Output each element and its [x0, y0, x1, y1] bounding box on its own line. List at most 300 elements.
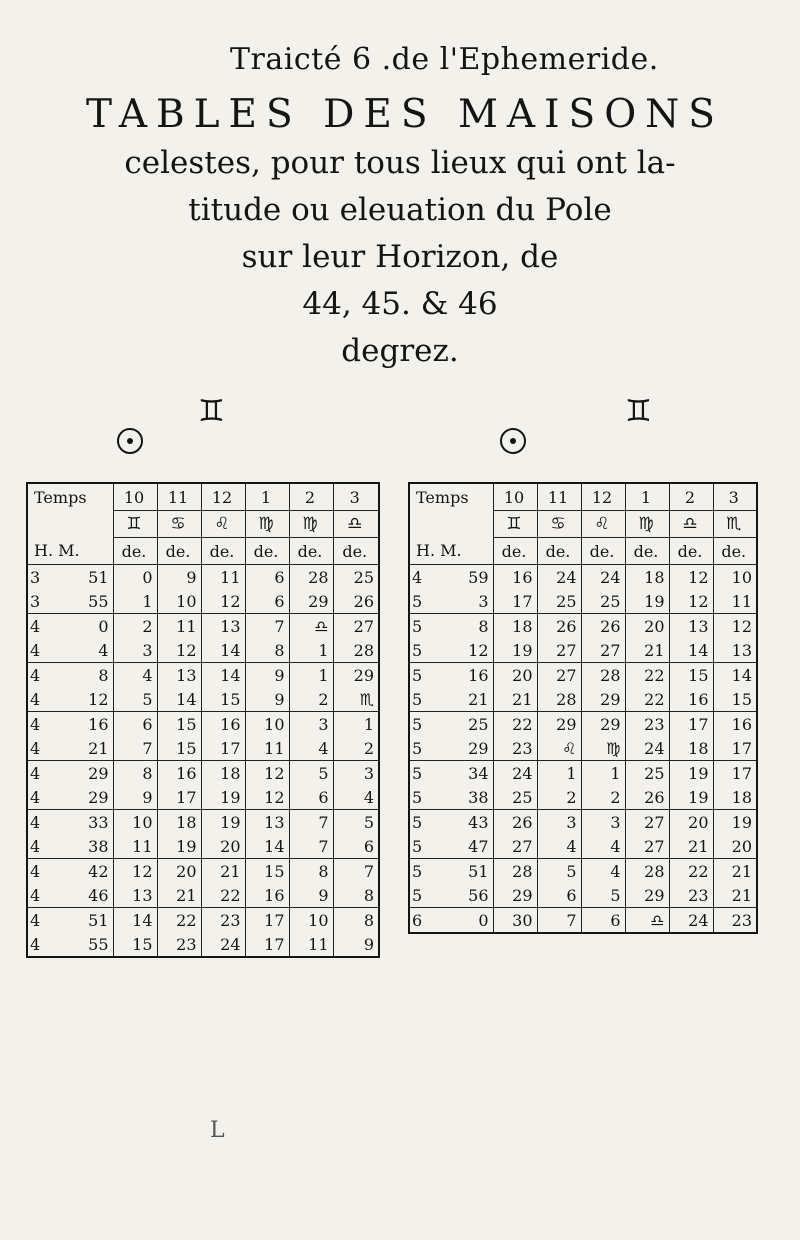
table-row: [409, 687, 757, 712]
degree-cell: 7: [537, 908, 581, 934]
degree-cell: 18: [625, 565, 669, 590]
table-row: [27, 736, 379, 761]
subtitle-line: 44, 45. & 46: [302, 286, 498, 322]
degree-cell: 2: [581, 785, 625, 810]
gemini-sign-heading: ♊: [625, 394, 652, 429]
degree-unit: de.: [157, 538, 201, 565]
degree-cell: 28: [581, 663, 625, 688]
degree-cell: 1: [289, 638, 333, 663]
degree-cell: 14: [669, 638, 713, 663]
degree-cell: 14: [157, 687, 201, 712]
degree-cell: 7: [245, 614, 289, 639]
minute-cell: 46: [88, 885, 109, 905]
hour-cell: 4: [30, 640, 41, 660]
minute-cell: 34: [443, 761, 493, 786]
hour-cell: 5: [412, 738, 423, 758]
degree-cell: 6: [581, 908, 625, 934]
degree-cell: 18: [201, 761, 245, 786]
degree-cell: 10: [289, 908, 333, 933]
degree-cell: 17: [157, 785, 201, 810]
degree-cell: 23: [201, 908, 245, 933]
degree-cell: 8: [289, 859, 333, 884]
degree-unit: de.: [333, 538, 379, 565]
hour-cell: 5: [409, 663, 443, 688]
degree-cell: 25: [333, 565, 379, 590]
table-row: [27, 908, 379, 933]
degree-cell: 13: [713, 638, 757, 663]
table-row: [27, 883, 379, 908]
degree-cell: 11: [713, 589, 757, 614]
house-number: 2: [289, 483, 333, 511]
header-row-units: [27, 538, 379, 565]
hour-cell: 4: [27, 614, 63, 639]
table-row: [27, 589, 379, 614]
minute-cell: 33: [63, 810, 113, 835]
degree-cell: 29: [537, 712, 581, 737]
hour-cell: 4: [27, 908, 63, 933]
degree-cell: 10: [245, 712, 289, 737]
table-row: [409, 883, 757, 908]
degree-cell: 3: [333, 761, 379, 786]
table-row: [409, 859, 757, 884]
degree-cell: 22: [625, 663, 669, 688]
degree-cell: 21: [493, 687, 537, 712]
degree-cell: 2: [333, 736, 379, 761]
degree-cell: 12: [713, 614, 757, 639]
subtitle-line: degrez.: [341, 333, 459, 369]
degree-cell: 24: [625, 736, 669, 761]
degree-cell: ♍: [581, 736, 625, 761]
subtitle-line: sur leur Horizon, de: [241, 239, 559, 275]
degree-cell: ♎: [625, 908, 669, 934]
zodiac-sign: ♏: [713, 511, 757, 538]
degree-cell: 25: [581, 589, 625, 614]
hour-cell: 4: [30, 836, 41, 856]
page-title: TABLES DES MAISONS: [85, 92, 725, 137]
degree-cell: 18: [493, 614, 537, 639]
gemini-sign-heading: ♊: [198, 394, 225, 429]
degree-unit: de.: [625, 538, 669, 565]
hour-cell: 5: [409, 761, 443, 786]
hour-cell: 5: [409, 810, 443, 835]
hm-label: H. M.: [27, 538, 113, 565]
hour-cell: 5: [412, 787, 423, 807]
degree-cell: 13: [669, 614, 713, 639]
degree-cell: 15: [669, 663, 713, 688]
degree-cell: 13: [113, 883, 157, 908]
degree-unit: de.: [201, 538, 245, 565]
degree-cell: 17: [713, 761, 757, 786]
degree-cell: 4: [333, 785, 379, 810]
minute-cell: 42: [63, 859, 113, 884]
minute-cell: 29: [88, 787, 109, 807]
minute-cell: 59: [468, 567, 489, 587]
degree-cell: 16: [157, 761, 201, 786]
degree-cell: 21: [713, 859, 757, 884]
degree-cell: 25: [625, 761, 669, 786]
degree-cell: 17: [493, 589, 537, 614]
running-head: Traicté 6 .de l'Ephemeride.: [230, 42, 659, 77]
minute-cell: 43: [443, 810, 493, 835]
degree-cell: 20: [201, 834, 245, 859]
minute-cell: 0: [443, 908, 493, 934]
degree-cell: 5: [113, 687, 157, 712]
table-row: [409, 638, 757, 663]
degree-cell: 15: [157, 712, 201, 737]
degree-cell: 15: [245, 859, 289, 884]
degree-cell: 14: [201, 663, 245, 688]
degree-cell: 2: [289, 687, 333, 712]
minute-cell: 21: [468, 689, 489, 709]
degree-cell: 30: [493, 908, 537, 934]
degree-cell: 4: [289, 736, 333, 761]
table-row: [27, 614, 379, 639]
zodiac-sign: ♎: [669, 511, 713, 538]
time-label: Temps: [409, 483, 493, 511]
table-row: [27, 761, 379, 786]
degree-cell: 10: [157, 589, 201, 614]
degree-cell: 17: [713, 736, 757, 761]
table-row: [409, 761, 757, 786]
table-row: [409, 589, 757, 614]
degree-cell: 28: [537, 687, 581, 712]
hour-cell: 5: [409, 859, 443, 884]
degree-cell: 4: [581, 859, 625, 884]
degree-cell: 2: [537, 785, 581, 810]
degree-cell: 11: [157, 614, 201, 639]
degree-cell: 3: [537, 810, 581, 835]
degree-cell: 18: [157, 810, 201, 835]
degree-cell: 26: [625, 785, 669, 810]
hour-cell: 4: [30, 934, 41, 954]
table-row: [409, 810, 757, 835]
hour-cell: 4: [30, 885, 41, 905]
degree-cell: 27: [537, 638, 581, 663]
degree-cell: 15: [113, 932, 157, 957]
degree-cell: 1: [289, 663, 333, 688]
degree-cell: 28: [333, 638, 379, 663]
degree-cell: 15: [157, 736, 201, 761]
degree-cell: 7: [289, 834, 333, 859]
degree-cell: 6: [333, 834, 379, 859]
degree-cell: 12: [669, 565, 713, 590]
degree-cell: 8: [333, 883, 379, 908]
degree-cell: 9: [245, 663, 289, 688]
degree-cell: 18: [669, 736, 713, 761]
minute-cell: 8: [443, 614, 493, 639]
degree-cell: 10: [713, 565, 757, 590]
minute-cell: 51: [443, 859, 493, 884]
degree-cell: 29: [581, 687, 625, 712]
degree-cell: 7: [113, 736, 157, 761]
degree-cell: 8: [245, 638, 289, 663]
degree-cell: 16: [713, 712, 757, 737]
degree-cell: 1: [113, 589, 157, 614]
sun-icon: [500, 428, 526, 454]
degree-unit: de.: [493, 538, 537, 565]
degree-cell: 1: [581, 761, 625, 786]
degree-cell: 14: [245, 834, 289, 859]
degree-cell: 12: [669, 589, 713, 614]
house-table-right: [408, 482, 758, 934]
degree-cell: 12: [245, 785, 289, 810]
degree-cell: 22: [669, 859, 713, 884]
degree-cell: 20: [493, 663, 537, 688]
degree-unit: de.: [289, 538, 333, 565]
subtitle: [90, 140, 710, 375]
degree-cell: 20: [713, 834, 757, 859]
degree-cell: 27: [581, 638, 625, 663]
degree-cell: 6: [245, 589, 289, 614]
house-table-left: [26, 482, 380, 958]
degree-cell: 29: [493, 883, 537, 908]
degree-cell: 5: [537, 859, 581, 884]
degree-cell: 21: [713, 883, 757, 908]
hour-cell: 4: [27, 712, 63, 737]
zodiac-sign: ♍: [625, 511, 669, 538]
house-number: 1: [625, 483, 669, 511]
degree-cell: 26: [581, 614, 625, 639]
house-number: 3: [713, 483, 757, 511]
degree-cell: 4: [537, 834, 581, 859]
zodiac-sign: ♎: [333, 511, 379, 538]
header-row-houses: [409, 483, 757, 511]
hour-cell: 5: [412, 689, 423, 709]
table-row: [409, 712, 757, 737]
degree-cell: 17: [245, 908, 289, 933]
minute-cell: 47: [468, 836, 489, 856]
degree-cell: 1: [537, 761, 581, 786]
degree-cell: 6: [289, 785, 333, 810]
degree-unit: de.: [537, 538, 581, 565]
degree-cell: 19: [713, 810, 757, 835]
minute-cell: 12: [468, 640, 489, 660]
degree-cell: 12: [113, 859, 157, 884]
degree-cell: 11: [113, 834, 157, 859]
degree-cell: 27: [625, 810, 669, 835]
degree-cell: 0: [113, 565, 157, 590]
degree-cell: 13: [201, 614, 245, 639]
degree-cell: 19: [201, 785, 245, 810]
header-row-signs: [409, 511, 757, 538]
degree-cell: 7: [289, 810, 333, 835]
degree-cell: 27: [493, 834, 537, 859]
degree-cell: 27: [333, 614, 379, 639]
hour-cell: 4: [30, 689, 41, 709]
hm-label: H. M.: [409, 538, 493, 565]
header-row-units: [409, 538, 757, 565]
zodiac-sign: ♍: [245, 511, 289, 538]
minute-cell: 38: [88, 836, 109, 856]
degree-cell: 21: [157, 883, 201, 908]
degree-cell: 14: [201, 638, 245, 663]
degree-cell: 18: [713, 785, 757, 810]
degree-cell: 26: [333, 589, 379, 614]
table-row: [409, 834, 757, 859]
hour-cell: 4: [27, 859, 63, 884]
zodiac-sign: ♍: [289, 511, 333, 538]
degree-cell: 15: [201, 687, 245, 712]
degree-cell: 9: [113, 785, 157, 810]
house-number: 12: [581, 483, 625, 511]
degree-unit: de.: [669, 538, 713, 565]
house-number: 10: [493, 483, 537, 511]
degree-cell: 9: [157, 565, 201, 590]
degree-cell: 19: [493, 638, 537, 663]
minute-cell: 38: [468, 787, 489, 807]
degree-cell: 16: [669, 687, 713, 712]
hour-cell: 4: [27, 663, 63, 688]
minute-cell: 12: [88, 689, 109, 709]
zodiac-sign: ♋: [537, 511, 581, 538]
degree-cell: 17: [245, 932, 289, 957]
degree-cell: 15: [713, 687, 757, 712]
degree-unit: de.: [245, 538, 289, 565]
degree-cell: 19: [625, 589, 669, 614]
table-row: [409, 785, 757, 810]
degree-cell: 22: [157, 908, 201, 933]
degree-cell: 25: [493, 785, 537, 810]
degree-cell: 14: [113, 908, 157, 933]
house-number: 12: [201, 483, 245, 511]
minute-cell: 55: [88, 934, 109, 954]
minute-cell: 4: [98, 640, 109, 660]
degree-cell: 9: [245, 687, 289, 712]
degree-cell: 12: [201, 589, 245, 614]
table-row: [27, 712, 379, 737]
degree-cell: 1: [333, 712, 379, 737]
hour-cell: 3: [30, 567, 41, 587]
degree-cell: 26: [537, 614, 581, 639]
hour-cell: 4: [412, 567, 423, 587]
minute-cell: 51: [63, 908, 113, 933]
degree-cell: 27: [625, 834, 669, 859]
degree-cell: 24: [493, 761, 537, 786]
degree-cell: 28: [625, 859, 669, 884]
degree-cell: ♎: [289, 614, 333, 639]
degree-cell: 19: [201, 810, 245, 835]
degree-cell: 21: [669, 834, 713, 859]
hour-cell: 5: [409, 712, 443, 737]
degree-cell: 3: [113, 638, 157, 663]
table-row: [409, 736, 757, 761]
degree-cell: 20: [669, 810, 713, 835]
degree-cell: 29: [289, 589, 333, 614]
degree-cell: 9: [333, 932, 379, 957]
degree-cell: 23: [493, 736, 537, 761]
degree-cell: 11: [201, 565, 245, 590]
degree-cell: 22: [201, 883, 245, 908]
hour-cell: 5: [412, 836, 423, 856]
degree-cell: 4: [113, 663, 157, 688]
minute-cell: 29: [63, 761, 113, 786]
hour-cell: 4: [30, 738, 41, 758]
zodiac-sign: ♊: [493, 511, 537, 538]
hour-cell: 5: [409, 614, 443, 639]
degree-cell: 5: [333, 810, 379, 835]
minute-cell: 51: [88, 567, 109, 587]
degree-cell: 13: [245, 810, 289, 835]
hour-cell: 5: [412, 885, 423, 905]
hour-cell: 4: [27, 761, 63, 786]
degree-cell: 23: [669, 883, 713, 908]
degree-cell: 19: [157, 834, 201, 859]
zodiac-sign: ♊: [113, 511, 157, 538]
degree-cell: 16: [245, 883, 289, 908]
sun-icon: [117, 428, 143, 454]
degree-cell: 29: [581, 712, 625, 737]
header-row-houses: [27, 483, 379, 511]
subtitle-line: titude ou eleuation du Pole: [188, 192, 612, 228]
table-row: [27, 638, 379, 663]
table-row: [409, 908, 757, 934]
degree-cell: 10: [113, 810, 157, 835]
table-row: [27, 565, 379, 590]
degree-cell: 20: [625, 614, 669, 639]
degree-cell: 27: [537, 663, 581, 688]
degree-cell: 19: [669, 785, 713, 810]
table-row: [27, 932, 379, 957]
zodiac-sign: ♋: [157, 511, 201, 538]
degree-cell: 16: [201, 712, 245, 737]
minute-cell: 25: [443, 712, 493, 737]
house-number: 2: [669, 483, 713, 511]
degree-cell: 11: [289, 932, 333, 957]
house-number: 10: [113, 483, 157, 511]
degree-cell: 28: [289, 565, 333, 590]
degree-cell: 4: [581, 834, 625, 859]
degree-cell: 3: [581, 810, 625, 835]
blank-cell: [27, 511, 113, 538]
degree-cell: 3: [289, 712, 333, 737]
house-number: 3: [333, 483, 379, 511]
hour-cell: 5: [412, 591, 423, 611]
minute-cell: 8: [63, 663, 113, 688]
hour-cell: 5: [412, 640, 423, 660]
page-mark: L: [210, 1118, 225, 1143]
table-row: [27, 785, 379, 810]
minute-cell: 3: [478, 591, 489, 611]
blank-cell: [409, 511, 493, 538]
degree-cell: 13: [157, 663, 201, 688]
minute-cell: 56: [468, 885, 489, 905]
degree-cell: 9: [289, 883, 333, 908]
table-row: [409, 565, 757, 590]
degree-cell: 24: [669, 908, 713, 934]
subtitle-line: celestes, pour tous lieux qui ont la-: [124, 145, 676, 181]
house-number: 11: [537, 483, 581, 511]
degree-cell: 8: [333, 908, 379, 933]
degree-cell: 29: [625, 883, 669, 908]
degree-cell: 23: [157, 932, 201, 957]
degree-cell: 21: [625, 638, 669, 663]
degree-cell: 12: [245, 761, 289, 786]
degree-cell: 17: [201, 736, 245, 761]
degree-cell: 12: [157, 638, 201, 663]
degree-unit: de.: [713, 538, 757, 565]
time-label: Temps: [27, 483, 113, 511]
degree-cell: 22: [625, 687, 669, 712]
minute-cell: 55: [88, 591, 109, 611]
degree-cell: 6: [245, 565, 289, 590]
degree-cell: 28: [493, 859, 537, 884]
degree-cell: 11: [245, 736, 289, 761]
header-row-signs: [27, 511, 379, 538]
zodiac-sign: ♌: [201, 511, 245, 538]
degree-cell: 5: [289, 761, 333, 786]
degree-cell: 21: [201, 859, 245, 884]
degree-cell: ♏: [333, 687, 379, 712]
